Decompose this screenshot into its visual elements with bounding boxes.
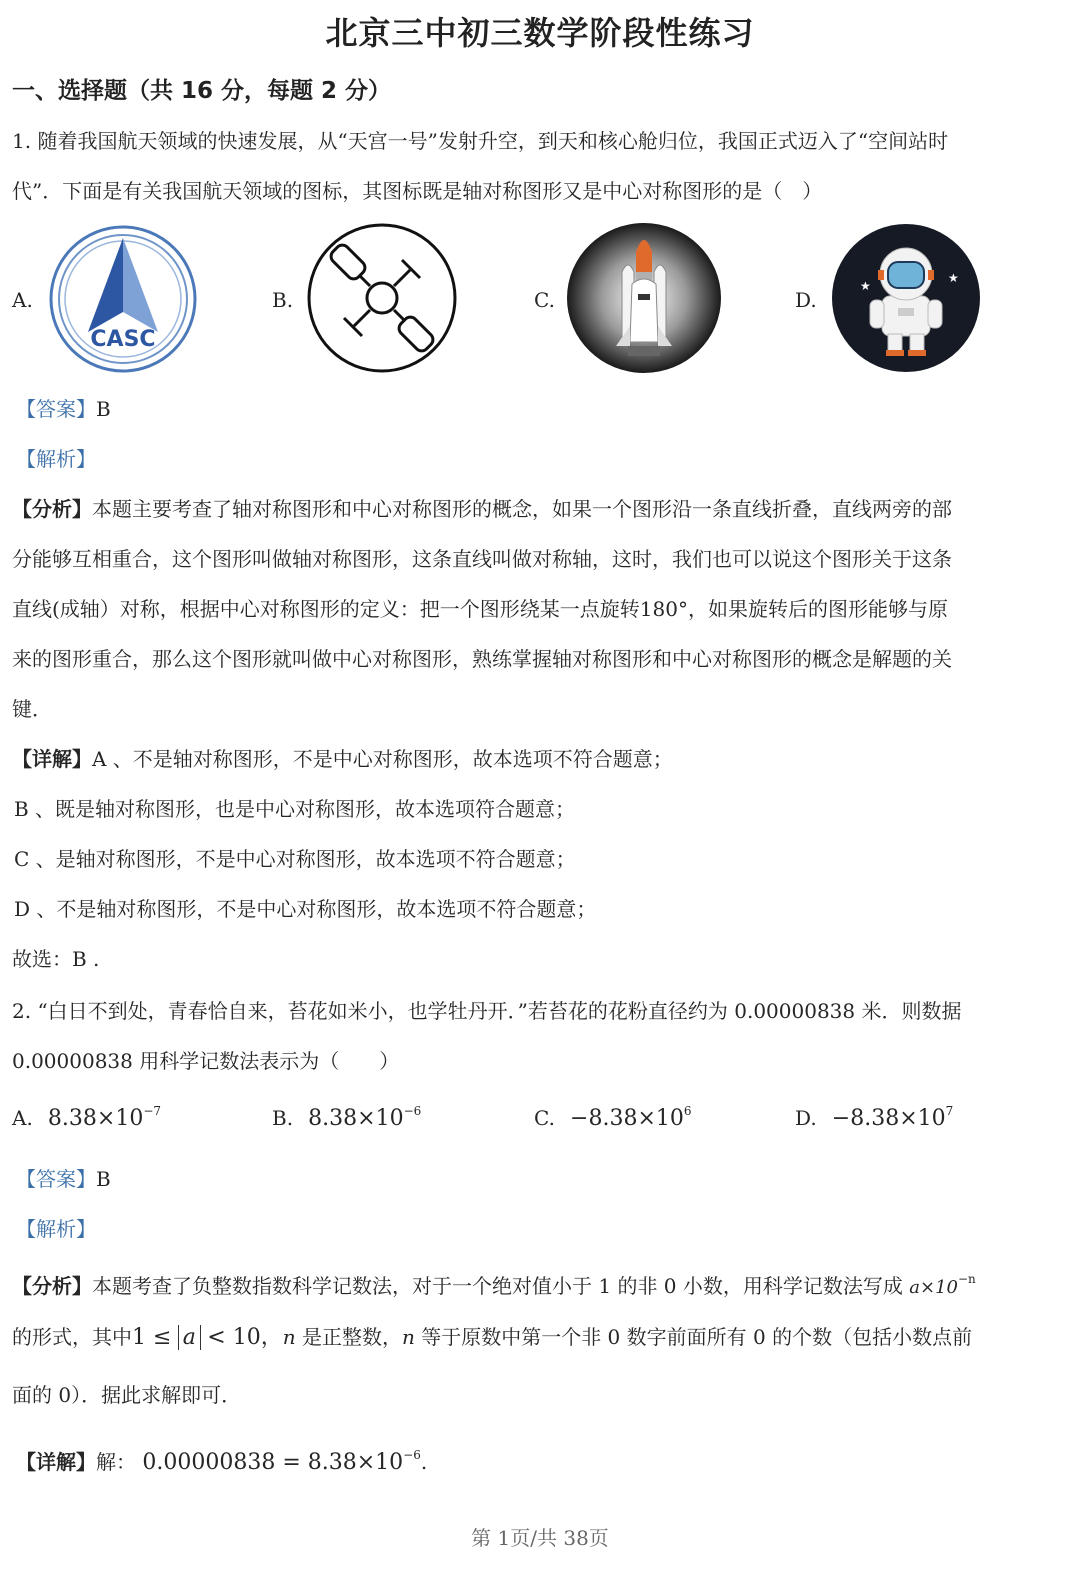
q2-fenxi-text-1: 本题考查了负整数指数科学记数法，对于一个绝对值小于 1 的非 0 小数，用科学记数法写成	[92, 1274, 903, 1298]
q2-stem-line-2: 0.00000838 用科学记数法表示为（ ）	[12, 1049, 400, 1073]
q2-detail-end: .	[420, 1450, 428, 1474]
q1-fenxi-line-5: 键．	[12, 697, 52, 721]
q2-fenxi-formula: a×10	[909, 1277, 958, 1298]
svg-text:★: ★	[860, 279, 871, 293]
q2-analysis-tag: 【解析】	[16, 1217, 96, 1241]
q1-detail-text-1: A 、不是轴对称图形，不是中心对称图形，故本选项不符合题意；	[92, 747, 673, 771]
q2-fenxi-n1: n	[282, 1325, 296, 1349]
page-title: 北京三中初三数学阶段性练习	[325, 14, 755, 52]
q2-option-c-mantissa: −8.38×10	[570, 1106, 684, 1131]
q1-fenxi-line-1	[12, 496, 952, 522]
casc-logo-icon	[48, 224, 198, 374]
q1-stem-line-2: 代”．下面是有关我国航天领域的图标，其图标既是轴对称图形又是中心对称图形的是（ ）	[12, 179, 823, 203]
q2-fenxi-tag: 【分析】	[12, 1274, 92, 1298]
svg-text:★: ★	[948, 271, 959, 285]
q1-fenxi-line-3: 直线(成轴）对称，根据中心对称图形的定义：把一个图形绕某一点旋转180°，如果旋转后的图形能够与原	[12, 597, 948, 621]
q2-detail-eq: 0.00000838 = 8.38×10	[142, 1450, 404, 1475]
q1-stem-line-1: 1. 随着我国航天领域的快速发展，从“天宫一号”发射升空，到天和核心舱归位，我国正式迈入了“空间站时	[12, 129, 949, 153]
q1-fenxi-text-1: 本题主要考查了轴对称图形和中心对称图形的概念，如果一个图形沿一条直线折叠，直线两旁的部	[92, 497, 952, 521]
q1-analysis-tag: 【解析】	[16, 447, 96, 471]
q2-option-b	[272, 1104, 421, 1131]
q2-fenxi-line-2	[12, 1324, 972, 1351]
q2-detail-tag: 【详解】	[16, 1450, 96, 1474]
q2-fenxi-formula-exp: −n	[957, 1272, 976, 1286]
q2-detail-line	[16, 1442, 427, 1476]
q2-option-a-exp: −7	[143, 1104, 162, 1118]
q2-option-d-label: D.	[795, 1106, 817, 1130]
q1-option-b-label: B.	[272, 288, 294, 312]
q2-option-b-exp: −6	[403, 1104, 422, 1118]
q1-detail-line-2: B 、既是轴对称图形，也是中心对称图形，故本选项符合题意；	[14, 797, 576, 821]
q1-detail-line-5: 故选：B .	[12, 947, 100, 971]
q2-option-d	[795, 1104, 953, 1131]
q2-answer	[16, 1166, 111, 1192]
q1-fenxi-tag: 【分析】	[12, 497, 92, 521]
q2-fenxi-ineq-left: 1 ≤	[132, 1325, 172, 1350]
q2-option-b-mantissa: 8.38×10	[308, 1106, 404, 1131]
q1-detail-line-3: C 、是轴对称图形，不是中心对称图形，故本选项不符合题意；	[14, 847, 576, 871]
q2-fenxi-text-2a: 的形式，其中	[12, 1325, 132, 1349]
q2-answer-tag: 【答案】	[16, 1167, 96, 1191]
q2-option-c-label: C.	[534, 1106, 555, 1130]
q1-option-d-label: D.	[795, 288, 817, 312]
q2-fenxi-line-1	[12, 1266, 976, 1301]
q2-fenxi-n2: n	[401, 1325, 415, 1349]
q2-detail-exp: −6	[403, 1448, 421, 1462]
rocket-icon	[566, 222, 722, 374]
q2-option-c-exp: 6	[683, 1104, 692, 1118]
q1-detail-tag: 【详解】	[12, 747, 92, 771]
q2-option-d-mantissa: −8.38×10	[831, 1106, 946, 1131]
q2-stem-line-1: 2. “白日不到处，青春恰自来，苔花如米小，也学牡丹开．”若苔花的花粉直径约为 0.00000838 米．则数据	[12, 999, 962, 1023]
q1-detail-line-1	[12, 746, 673, 772]
q2-option-a-label: A.	[12, 1106, 33, 1130]
q1-detail-line-4: D 、不是轴对称图形，不是中心对称图形，故本选项不符合题意；	[14, 897, 597, 921]
q2-detail-prefix: 解：	[96, 1450, 136, 1474]
q2-answer-value: B	[96, 1167, 111, 1191]
space-station-icon	[306, 222, 458, 374]
q2-option-d-exp: 7	[945, 1104, 954, 1118]
q1-answer	[16, 396, 111, 422]
page-footer: 第 1页/共 38页	[471, 1526, 609, 1550]
q2-fenxi-line-3: 面的 0）．据此求解即可．	[12, 1383, 242, 1407]
q2-option-c	[534, 1104, 692, 1131]
section-heading: 一、选择题（共 16 分，每题 2 分）	[12, 78, 392, 104]
q2-option-a	[12, 1104, 161, 1131]
q1-answer-value: B	[96, 397, 111, 421]
q1-option-a-label: A.	[12, 288, 33, 312]
q1-fenxi-line-2: 分能够互相重合，这个图形叫做轴对称图形，这条直线叫做对称轴，这时，我们也可以说这个图形关于这条	[12, 547, 952, 571]
q1-fenxi-line-4: 来的图形重合，那么这个图形就叫做中心对称图形，熟练掌握轴对称图形和中心对称图形的概念是解题的关	[12, 647, 952, 671]
q1-answer-tag: 【答案】	[16, 397, 96, 421]
q2-option-b-label: B.	[272, 1106, 294, 1130]
q2-fenxi-text-2c: 等于原数中第一个非 0 数字前面所有 0 的个数（包括小数点前	[421, 1325, 973, 1349]
q2-fenxi-ineq-var: a	[182, 1325, 196, 1350]
q2-fenxi-text-2b: 是正整数，	[301, 1325, 402, 1349]
casc-logo-text: CASC	[90, 327, 156, 352]
astronaut-icon	[830, 222, 982, 374]
q1-option-c-label: C.	[534, 288, 555, 312]
q2-fenxi-ineq-right: < 10，	[207, 1325, 283, 1350]
q2-option-a-mantissa: 8.38×10	[47, 1106, 144, 1131]
